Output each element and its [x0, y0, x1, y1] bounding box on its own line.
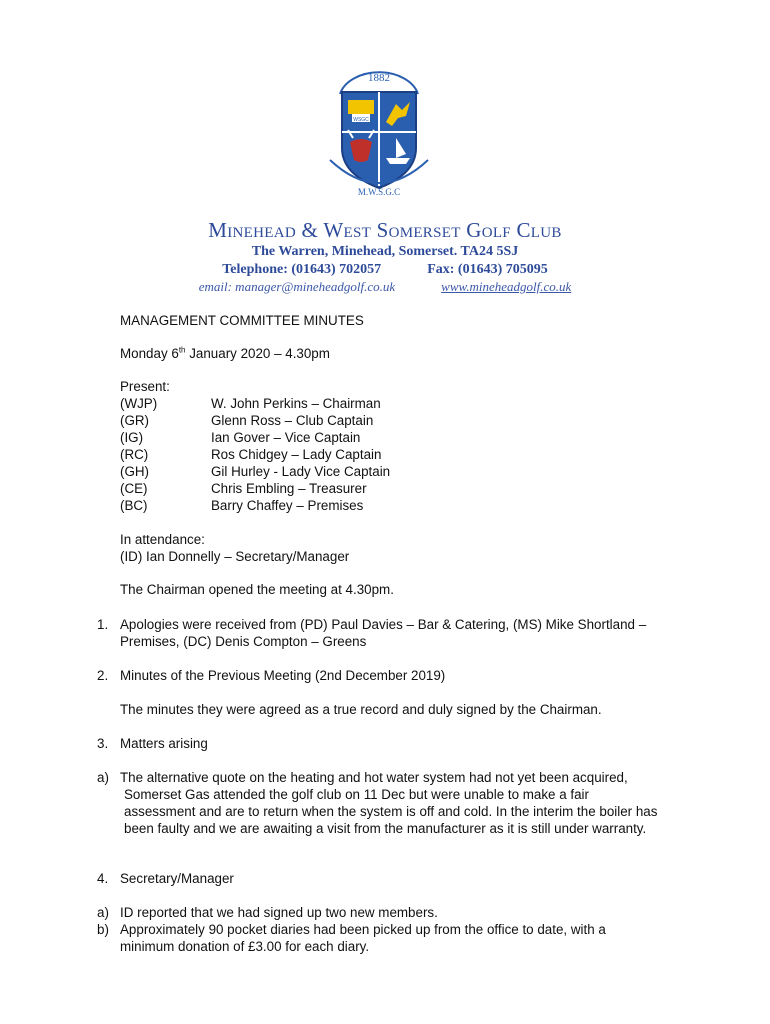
present-name: Chris Embling – Treasurer [211, 481, 367, 496]
item-text-line: The alternative quote on the heating and hot water system had not yet been acquired, [120, 770, 628, 785]
item-text-line: minimum donation of £3.00 for each diary. [120, 939, 370, 954]
present-name: Barry Chaffey – Premises [211, 498, 364, 513]
item-letter: a) [97, 905, 109, 920]
item-text-line: been faulty and we are awaiting a visit from the manufacturer as it is still under warranty. [124, 821, 647, 836]
present-code: (BC) [120, 498, 148, 513]
present-label: Present: [120, 379, 170, 394]
club-address: The Warren, Minehead, Somerset. TA24 5SJ [251, 244, 519, 259]
fax: Fax: (01643) 705095 [427, 262, 548, 277]
item-text-line: Approximately 90 pocket diaries had been picked up from the office to date, with a [120, 922, 606, 937]
svg-text:1882: 1882 [368, 72, 390, 84]
svg-text:WSGC: WSGC [353, 117, 369, 123]
telephone: Telephone: (01643) 702057 [222, 262, 382, 277]
present-name: Ian Gover – Vice Captain [211, 430, 361, 445]
present-code: (RC) [120, 447, 149, 462]
item-text-line: Somerset Gas attended the golf club on 11 Dec but were unable to make a fair [124, 787, 589, 802]
contact-row [0, 262, 770, 278]
attendance-entry: (ID) Ian Donnelly – Secretary/Manager [120, 549, 350, 564]
club-crest-logo [318, 64, 440, 199]
apologies-line: Apologies were received from (PD) Paul Davies – Bar & Catering, (MS) Mike Shortland – [120, 617, 647, 632]
email-web-row [0, 279, 770, 295]
present-code: (GR) [120, 413, 150, 428]
opening-statement: The Chairman opened the meeting at 4.30pm. [120, 582, 394, 597]
svg-text:M.W.S.G.C: M.W.S.G.C [357, 187, 401, 197]
apologies-line: Premises, (DC) Denis Compton – Greens [120, 634, 367, 649]
present-name: Ros Chidgey – Lady Captain [211, 447, 382, 462]
item-heading: Matters arising [120, 736, 208, 751]
item-text-line: ID reported that we had signed up two new members. [120, 905, 438, 920]
present-code: (CE) [120, 481, 148, 496]
item-text: The minutes they were agreed as a true record and duly signed by the Chairman. [120, 702, 602, 717]
present-name: Glenn Ross – Club Captain [211, 413, 374, 428]
item-heading: Minutes of the Previous Meeting (2nd December 2019) [120, 668, 446, 683]
item-letter: a) [97, 770, 109, 785]
meeting-date: Monday 6th January 2020 – 4.30pm [120, 345, 330, 361]
item-heading: Secretary/Manager [120, 871, 234, 886]
item-letter: b) [97, 922, 109, 937]
present-name: Gil Hurley - Lady Vice Captain [211, 464, 391, 479]
item-number: 2. [97, 668, 109, 683]
attendance-label: In attendance: [120, 532, 205, 547]
present-code: (IG) [120, 430, 144, 445]
present-code: (WJP) [120, 396, 158, 411]
present-name: W. John Perkins – Chairman [211, 396, 381, 411]
item-text-line: assessment and are to return when the system is off and cold. In the interim the boiler has [124, 804, 658, 819]
item-number: 4. [97, 871, 109, 886]
item-number: 1. [97, 617, 109, 632]
item-number: 3. [97, 736, 109, 751]
present-code: (GH) [120, 464, 150, 479]
club-name: Minehead & West Somerset Golf Club [208, 218, 562, 242]
website-link[interactable]: www.mineheadgolf.co.uk [441, 279, 572, 294]
document-title: MANAGEMENT COMMITTEE MINUTES [120, 313, 364, 328]
email-address[interactable]: email: manager@mineheadgolf.co.uk [198, 279, 396, 294]
